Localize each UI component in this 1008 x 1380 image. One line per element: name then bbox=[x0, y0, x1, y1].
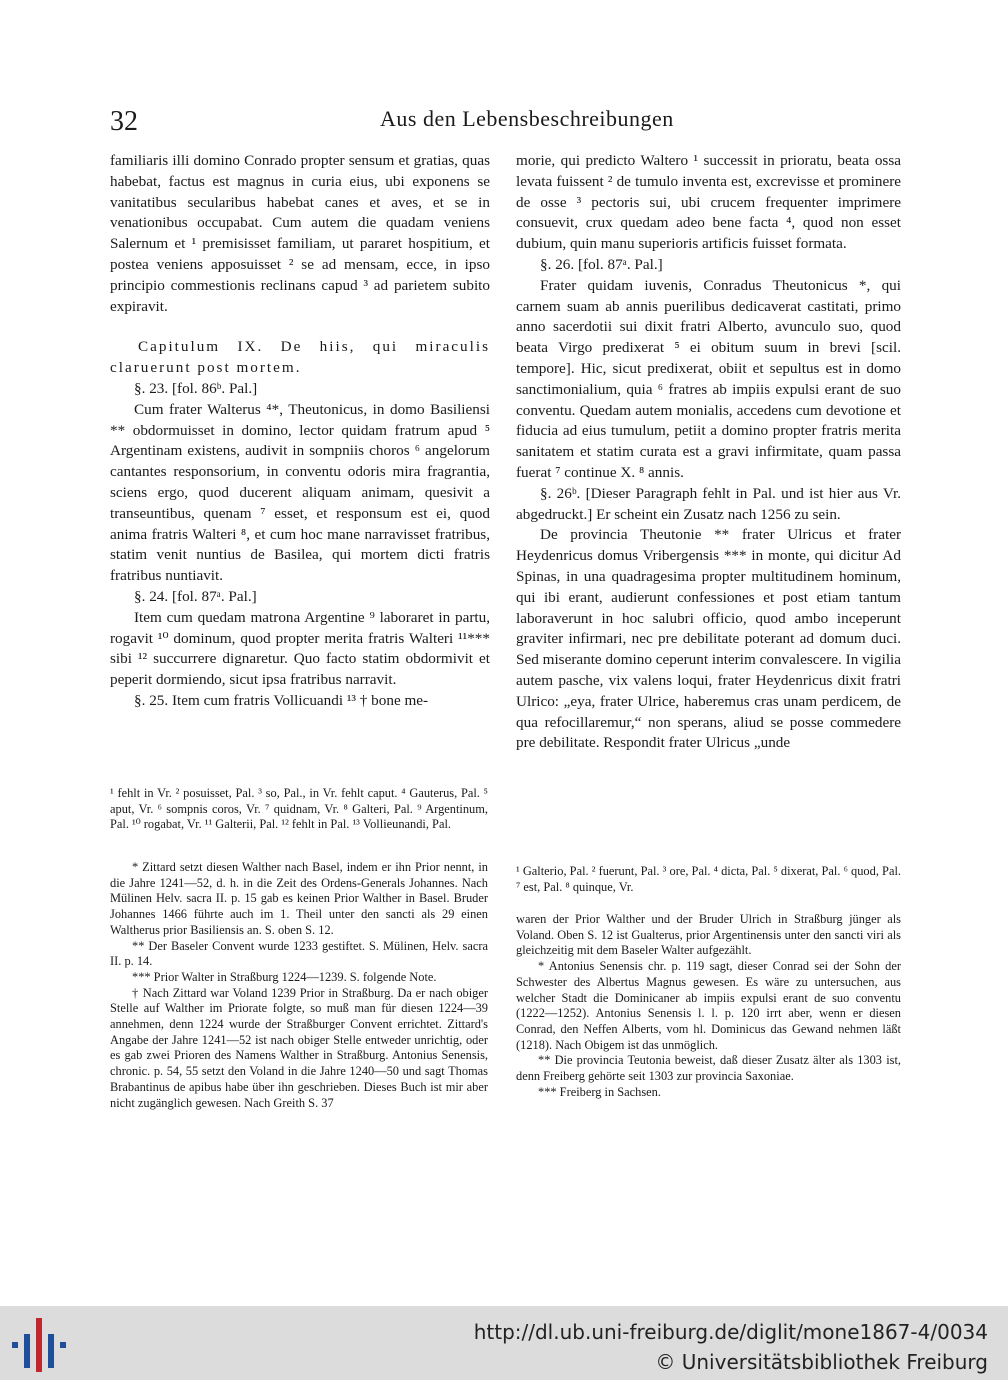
variant-readings: ¹ Galterio, Pal. ² fuerunt, Pal. ³ ore, Pal. ⁴ dicta, Pal. ⁵ dixerat, Pal. ⁶ quod, Pal. ⁷ est, Pal. ⁸ quinque, Vr. bbox=[516, 864, 901, 894]
paragraph: familiaris illi domino Conrado propter sensum et gratias, quas habebat, factus est magnus in curia eius, ubi exponens se vanitatibus secularibus habebat canes et aves, et se in venationibus occupabat. Cum autem die quadam veniens Salernum et ¹ premisisset familiam, ut pararet hospitium, et postea veniens apposuisset ² se ad mensam, ecce, in ipso principio commestionis reclinans capud ³ ad parietem subito expiravit. bbox=[110, 152, 490, 315]
variant-notes-right bbox=[516, 864, 901, 895]
paragraph: Frater quidam iuvenis, Conradus Theutonicus *, qui carnem suam ab annis puerilibus dedicaverat castitati, primo anno sacerdotii sui dixit fratri Alberto, avunculo suo, quod beata Virgo predixerat ⁵ ei obitum suum in brevi [scil. tempore]. Hic, sicut predixerat, obiit et sepultus est in domo sanctimonialium, quia ⁶ fratres ab impiis expulsi erant de suo conventu. Quedam autem monialis, accedens cum devotione et fiducia ad eius tumulum, petiit a domino propter fratris merita sanitatem et statim curata est a gravi infirmitate, quam passa fuerat ⁷ continue X. ⁸ annis. bbox=[516, 276, 901, 481]
section-heading: §. 26. [fol. 87ᵃ. Pal.] bbox=[540, 255, 663, 273]
logo-square bbox=[60, 1342, 66, 1348]
copyright: © Universitätsbibliothek Freiburg bbox=[655, 1350, 988, 1374]
footnote: ** Der Baseler Convent wurde 1233 gestiftet. S. Mülinen, Helv. sacra II. p. 14. bbox=[110, 938, 488, 969]
library-logo-icon bbox=[8, 1312, 68, 1376]
page-number: 32 bbox=[110, 106, 138, 137]
section-heading: §. 23. [fol. 86ᵇ. Pal.] bbox=[134, 379, 258, 397]
footnotes-left bbox=[110, 860, 488, 1111]
footnote: † Nach Zittard war Voland 1239 Prior in Straßburg. Da er nach obiger Stelle auf Walther im Priorate folgte, so muß man für diesen 1224—39 annehmen, denn 1224 wurde der Straßburger Convent errichtet. Zittard's Angabe der Jahre 1241—52 ist nach obiger Stelle entweder unrichtig, oder es gab zwei Prioren des Namens Walther in Straßburg. Antonius Senensis, chronic. p. 54, 55 setzt den Voland in die Jahre 1240—50 und sagt Thomas Brabantinus de apibus habe über ihn geschrieben. Dieses Buch ist mir aber nicht zugänglich gewesen. Nach Greith S. 37 bbox=[110, 985, 488, 1110]
right-column bbox=[516, 151, 901, 754]
viewer-footer bbox=[0, 1306, 1008, 1380]
logo-bar bbox=[24, 1334, 30, 1368]
footnote: * Zittard setzt diesen Walther nach Basel, indem er ihn Prior nennt, in die Jahre 1241—52, d. h. in die Zeit des Ordens-Generals Johannes. Nach Mülinen Helv. sacra II. p. 15 gab es keinen Prior Walther in Basel. Bruder Johannes 1466 führte auch im 1. Theil unter den sancti als 29 einen Waltherus prior Basiliensis an. S. oben S. 12. bbox=[110, 860, 488, 937]
logo-bar bbox=[48, 1334, 54, 1368]
chapter-heading: Capitulum IX. De hiis, qui miraculis claruerunt post mortem. bbox=[110, 338, 490, 377]
paragraph: De provincia Theutonie ** frater Ulricus et frater Heydenricus domus Vribergensis *** in monte, qui dicitur Ad Spinas, in una quadragesima propter multitudinem hominum, qui ibi erant, audierunt confessiones et post etiam tantum laboraverunt in hoc salubri officio, quod ambo inceperunt graviter infirmari, nec pre debilitate poterant ad domum duci. Sed miserante domino ceperunt interim convalescere. In vigilia autem pasche, vix valens loqui, frater Heydenricus dixit fratri Ulrico: „eya, frater Ulrice, haberemus cras unam perdicem, de qua refocillaremur,“ non sperans, aliud se posse commedere pre debilitate. Respondit frater Ulricus „unde bbox=[516, 526, 901, 752]
footnote: *** Freiberg in Sachsen. bbox=[538, 1084, 661, 1099]
footnotes-right bbox=[516, 912, 901, 1100]
logo-square bbox=[12, 1342, 18, 1348]
running-head: Aus den Lebensbeschreibungen bbox=[380, 106, 674, 131]
footnote: ** Die provincia Teutonia beweist, daß dieser Zusatz älter als 1303 ist, denn Freiberg gehörte seit 1303 zur provincia Saxoniae. bbox=[516, 1053, 901, 1084]
left-column bbox=[110, 151, 490, 712]
variant-readings: ¹ fehlt in Vr. ² posuisset, Pal. ³ so, Pal., in Vr. fehlt caput. ⁴ Gauterus, Pal. ⁵ aput, Vr. ⁶ sompnis coros, Vr. ⁷ quidnam, Vr. ⁸ Galteri, Pal. ⁹ Argentinum, Pal. ¹⁰ rogabat, Vr. ¹¹ Galterii, Pal. ¹² fehlt in Pal. ¹³ Vollieunandi, Pal. bbox=[110, 786, 488, 832]
paragraph: Item cum quedam matrona Argentine ⁹ laboraret in partu, rogavit ¹⁰ dominum, quod propter merita fratris Walteri ¹¹*** sibi ¹² succurrere dignaretur. Quo facto statim obdormivit et peperit dormiendo, sicut ipsa fratribus narravit. bbox=[110, 608, 490, 689]
permalink[interactable]: http://dl.ub.uni-freiburg.de/diglit/mone1867-4/0034 bbox=[473, 1320, 988, 1344]
footnote: waren der Prior Walther und der Bruder Ulrich in Straßburg jünger als Voland. Oben S. 12 ist Gualterus, prior Argentinensis unter den sancti viri als gleichzeitig mit dem Baseler Walter aufgezählt. bbox=[516, 912, 901, 958]
paragraph: morie, qui predicto Waltero ¹ successit in prioratu, beata ossa levata fuissent ² de tumulo inventa est, excrevisse et prominere de osse ³ pectoris sui, ubi crucem frequenter imprimere consuevit, crux quedam adeo bene facta ⁴, quod non esset dubium, quin manu superioris artificis fuisset formata. bbox=[516, 152, 901, 253]
variant-notes-left bbox=[110, 786, 488, 833]
paragraph: §. 25. Item cum fratris Vollicuandi ¹³ † bone me- bbox=[134, 691, 429, 709]
section-heading: §. 24. [fol. 87ᵃ. Pal.] bbox=[134, 587, 257, 605]
paragraph: §. 26ᵇ. [Dieser Paragraph fehlt in Pal. und ist hier aus Vr. abgedruckt.] Er scheint ein Zusatz nach 1256 zu sein. bbox=[516, 484, 901, 523]
footnote: *** Prior Walter in Straßburg 1224—1239. S. folgende Note. bbox=[132, 969, 437, 984]
paragraph: Cum frater Walterus ⁴*, Theutonicus, in domo Basiliensi ** obdormuisset in domino, lector quidam fratrum apud ⁵ Argentinam existens, audivit in sompniis choros ⁶ angelorum cantantes responsorium, in conventu odoris mira fragrantia, sciens ergo, quod ducerent aliquam animam, quesivit a transeuntibus, quenam ⁷ esset, et responsum est ei, quod anima fratris Walteri ⁸, et cum hoc mane narravisset fratribus, statim venit nuntius de Basilea, qui mortem dicti fratris fratribus nuntiavit. bbox=[110, 400, 490, 585]
footnote: * Antonius Senensis chr. p. 119 sagt, dieser Conrad sei der Sohn der Schwester des Albertus Magnus gewesen. Es wäre zu untersuchen, aus welcher Stadt die Dominicaner ab impiis expulsi erant de suo conventu (1222—1252). Antonius Senensis l. l. p. 120 irrt aber, wenn er diesen Conrad, den Neffen Alberts, vom hl. Dominicus das Gewand nehmen läßt (1218). Nach Obigem ist das unmöglich. bbox=[516, 959, 901, 1052]
logo-bar bbox=[36, 1318, 42, 1372]
